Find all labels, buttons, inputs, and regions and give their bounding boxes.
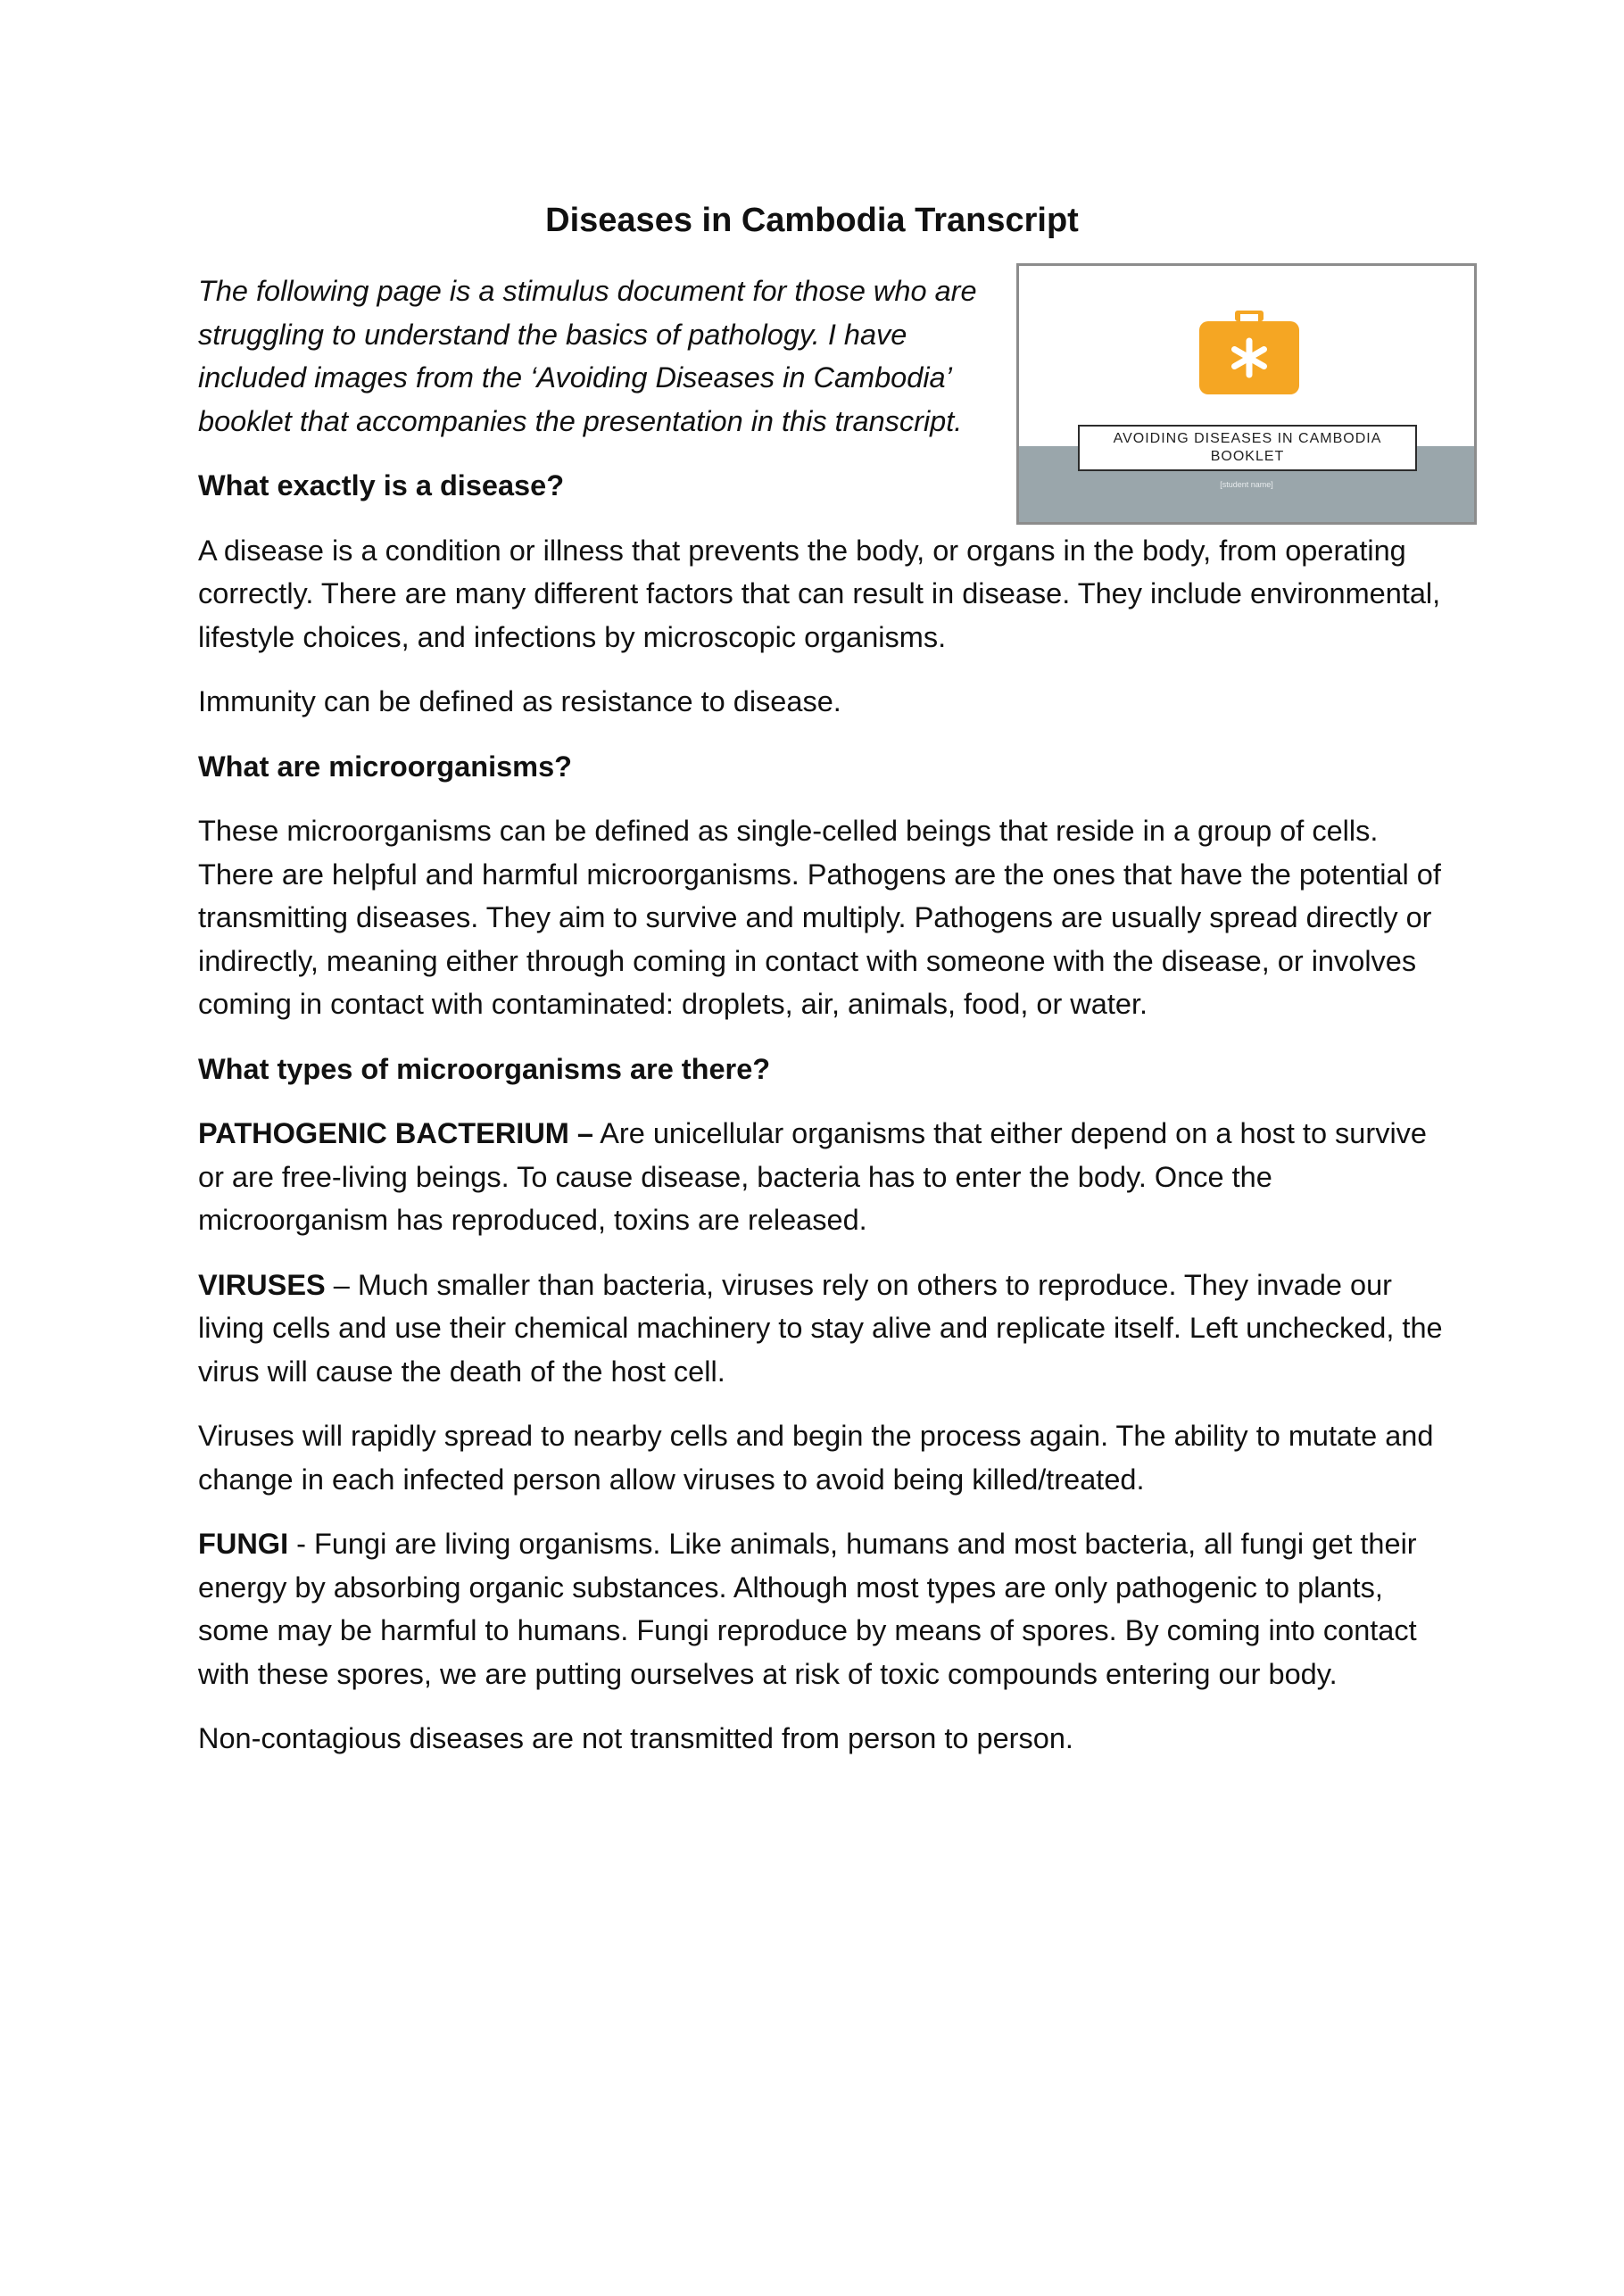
- document-title: Diseases in Cambodia Transcript: [545, 202, 1079, 239]
- disease-paragraph: A disease is a condition or illness that prevents the body, or organs in the body, from operating correctly. There are many different factors that can result in disease. They include environmental, lifestyle choices, and infections by microscopic organisms.: [198, 534, 1441, 653]
- document-body: [198, 269, 1452, 1782]
- fungi-term: FUNGI: [198, 1528, 289, 1560]
- bacterium-text: Are unicellular organisms that either depend on a host to survive or are free-living beings. To cause disease, bacteria has to enter the body. Once the microorganism has reproduced, toxins are released.: [198, 1117, 1427, 1236]
- booklet-subtitle: [student name]: [1220, 480, 1273, 489]
- booklet-label-line1: AVOIDING DISEASES IN CAMBODIA: [1113, 431, 1382, 446]
- fungi-paragraph: [198, 1522, 1452, 1695]
- non-contagious-paragraph: Non-contagious diseases are not transmitted from person to person.: [198, 1722, 1073, 1754]
- intro-paragraph: The following page is a stimulus document for those who are struggling to understand the basics of pathology. I have included images from the ‘Avoiding Diseases in Cambodia’ booklet that accompanies the presentation in this transcript.: [198, 275, 977, 437]
- viruses-term: VIRUSES: [198, 1268, 326, 1301]
- section-heading-types: What types of microorganisms are there?: [198, 1052, 771, 1085]
- viruses-paragraph-2: Viruses will rapidly spread to nearby cells and begin the process again. The ability to mutate and change in each infected person allow viruses to avoid being killed/treated.: [198, 1420, 1434, 1496]
- bacterium-paragraph: [198, 1112, 1452, 1242]
- section-heading-disease: What exactly is a disease?: [198, 469, 565, 501]
- booklet-label-line2: BOOKLET: [1210, 449, 1285, 464]
- microorganisms-paragraph: These microorganisms can be defined as single-celled beings that reside in a group of cells. There are helpful and harmful microorganisms. Pathogens are the ones that have the potential of transmitting diseases. They aim to survive and multiply. Pathogens are usually spread directly or indirectly, meaning either through coming in contact with someone with the disease, or involves coming in contact with contaminated: droplets, air, animals, food, or water.: [198, 815, 1441, 1020]
- bacterium-term: PATHOGENIC BACTERIUM –: [198, 1117, 593, 1149]
- fungi-text: - Fungi are living organisms. Like animals, humans and most bacteria, all fungi get their energy by absorbing organic substances. Although most types are only pathogenic to plants, some may be harmful to humans. Fungi reproduce by means of spores. By coming into contact with these spores, we are putting ourselves at risk of toxic compounds entering our body.: [198, 1528, 1417, 1690]
- section-heading-microorganisms: What are microorganisms?: [198, 750, 572, 783]
- viruses-text: – Much smaller than bacteria, viruses rely on others to reproduce. They invade our living cells and use their chemical machinery to stay alive and replicate itself. Left unchecked, the virus will cause the death of the host cell.: [198, 1268, 1443, 1388]
- viruses-paragraph: [198, 1264, 1452, 1394]
- immunity-paragraph: Immunity can be defined as resistance to disease.: [198, 685, 841, 717]
